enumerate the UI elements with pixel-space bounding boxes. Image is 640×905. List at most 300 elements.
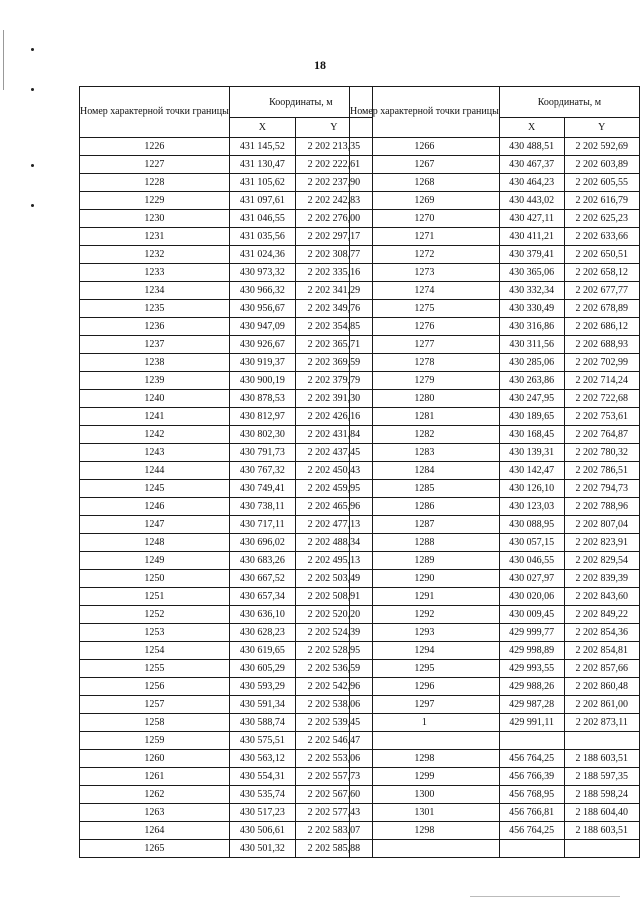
y-coordinate-cell: 2 202 860,48 — [564, 678, 639, 696]
x-coordinate-cell: 430 812,97 — [229, 408, 295, 426]
coordinates-table-right — [349, 86, 640, 858]
y-coordinate-cell: 2 202 702,99 — [564, 354, 639, 372]
x-coordinate-cell: 431 046,55 — [229, 210, 295, 228]
point-number-cell: 1236 — [80, 318, 230, 336]
table-row — [80, 480, 373, 498]
y-coordinate-cell: 2 202 391,30 — [295, 390, 372, 408]
x-coordinate-cell: 430 563,12 — [229, 750, 295, 768]
table-row — [80, 768, 373, 786]
x-coordinate-cell — [499, 840, 564, 858]
point-number-cell: 1232 — [80, 246, 230, 264]
point-number-cell: 1251 — [80, 588, 230, 606]
x-coordinate-cell: 429 991,11 — [499, 714, 564, 732]
y-coordinate-cell: 2 202 308,77 — [295, 246, 372, 264]
y-coordinate-cell: 2 202 477,13 — [295, 516, 372, 534]
table-row — [350, 372, 640, 390]
point-number-cell: 1233 — [80, 264, 230, 282]
point-number-cell: 1248 — [80, 534, 230, 552]
x-coordinate-cell: 431 024,36 — [229, 246, 295, 264]
table-row — [80, 318, 373, 336]
x-coordinate-cell: 430 247,95 — [499, 390, 564, 408]
x-coordinate-cell — [499, 732, 564, 750]
table-row — [350, 138, 640, 156]
point-number-cell: 1276 — [350, 318, 500, 336]
y-coordinate-cell: 2 202 379,79 — [295, 372, 372, 390]
point-number-cell: 1256 — [80, 678, 230, 696]
x-coordinate-cell: 430 443,02 — [499, 192, 564, 210]
point-number-cell: 1283 — [350, 444, 500, 462]
x-coordinate-cell: 430 427,11 — [499, 210, 564, 228]
point-number-cell: 1280 — [350, 390, 500, 408]
x-coordinate-cell: 430 332,34 — [499, 282, 564, 300]
y-coordinate-cell: 2 202 861,00 — [564, 696, 639, 714]
y-coordinate-cell: 2 202 829,54 — [564, 552, 639, 570]
y-coordinate-cell: 2 202 849,22 — [564, 606, 639, 624]
x-coordinate-cell: 430 802,30 — [229, 426, 295, 444]
y-coordinate-cell: 2 202 603,89 — [564, 156, 639, 174]
x-coordinate-cell: 429 998,89 — [499, 642, 564, 660]
x-coordinate-cell: 430 057,15 — [499, 534, 564, 552]
y-coordinate-cell: 2 202 753,61 — [564, 408, 639, 426]
point-number-cell: 1262 — [80, 786, 230, 804]
header-y: Y — [564, 118, 639, 138]
y-coordinate-cell: 2 202 650,51 — [564, 246, 639, 264]
y-coordinate-cell: 2 202 843,60 — [564, 588, 639, 606]
x-coordinate-cell: 430 554,31 — [229, 768, 295, 786]
point-number-cell: 1296 — [350, 678, 500, 696]
y-coordinate-cell: 2 202 488,34 — [295, 534, 372, 552]
y-coordinate-cell — [564, 732, 639, 750]
point-number-cell: 1272 — [350, 246, 500, 264]
point-number-cell: 1250 — [80, 570, 230, 588]
x-coordinate-cell: 429 999,77 — [499, 624, 564, 642]
table-row — [80, 138, 373, 156]
table-row — [80, 210, 373, 228]
table-row — [80, 426, 373, 444]
point-number-cell: 1286 — [350, 498, 500, 516]
point-number-cell: 1257 — [80, 696, 230, 714]
x-coordinate-cell: 431 097,61 — [229, 192, 295, 210]
point-number-cell: 1 — [350, 714, 500, 732]
y-coordinate-cell: 2 202 688,93 — [564, 336, 639, 354]
table-row — [350, 462, 640, 480]
x-coordinate-cell: 431 105,62 — [229, 174, 295, 192]
point-number-cell — [350, 732, 500, 750]
point-number-cell: 1253 — [80, 624, 230, 642]
x-coordinate-cell: 430 657,34 — [229, 588, 295, 606]
point-number-cell: 1239 — [80, 372, 230, 390]
table-row — [80, 804, 373, 822]
table-row — [80, 264, 373, 282]
y-coordinate-cell: 2 202 369,59 — [295, 354, 372, 372]
x-coordinate-cell: 456 766,81 — [499, 804, 564, 822]
point-number-cell: 1293 — [350, 624, 500, 642]
point-number-cell: 1294 — [350, 642, 500, 660]
header-x: X — [229, 118, 295, 138]
y-coordinate-cell: 2 202 536,59 — [295, 660, 372, 678]
x-coordinate-cell: 430 365,06 — [499, 264, 564, 282]
table-row — [350, 678, 640, 696]
table-row — [350, 822, 640, 840]
x-coordinate-cell: 430 142,47 — [499, 462, 564, 480]
y-coordinate-cell: 2 202 222,61 — [295, 156, 372, 174]
x-coordinate-cell: 430 947,09 — [229, 318, 295, 336]
point-number-cell: 1277 — [350, 336, 500, 354]
y-coordinate-cell: 2 202 335,16 — [295, 264, 372, 282]
x-coordinate-cell: 430 168,45 — [499, 426, 564, 444]
point-number-cell: 1247 — [80, 516, 230, 534]
point-number-cell: 1260 — [80, 750, 230, 768]
x-coordinate-cell: 430 027,97 — [499, 570, 564, 588]
y-coordinate-cell: 2 202 431,84 — [295, 426, 372, 444]
point-number-cell: 1230 — [80, 210, 230, 228]
x-coordinate-cell: 430 900,19 — [229, 372, 295, 390]
table-row — [80, 732, 373, 750]
table-row — [80, 156, 373, 174]
y-coordinate-cell: 2 202 520,20 — [295, 606, 372, 624]
table-row — [350, 516, 640, 534]
table-row — [80, 516, 373, 534]
y-coordinate-cell: 2 188 603,51 — [564, 822, 639, 840]
x-coordinate-cell: 430 285,06 — [499, 354, 564, 372]
y-coordinate-cell: 2 202 553,06 — [295, 750, 372, 768]
scan-dot — [31, 88, 34, 91]
point-number-cell: 1241 — [80, 408, 230, 426]
scan-edge-line — [470, 896, 620, 897]
table-row — [350, 300, 640, 318]
scan-dot — [31, 164, 34, 167]
point-number-cell: 1261 — [80, 768, 230, 786]
table-row — [350, 768, 640, 786]
y-coordinate-cell: 2 202 714,24 — [564, 372, 639, 390]
point-number-cell: 1269 — [350, 192, 500, 210]
table-row — [350, 444, 640, 462]
x-coordinate-cell: 430 636,10 — [229, 606, 295, 624]
table-row — [350, 840, 640, 858]
table-row — [80, 498, 373, 516]
x-coordinate-cell: 430 591,34 — [229, 696, 295, 714]
header-coordinates: Координаты, м — [499, 87, 639, 118]
table-row — [350, 642, 640, 660]
point-number-cell: 1243 — [80, 444, 230, 462]
table-row — [350, 354, 640, 372]
y-coordinate-cell: 2 188 603,51 — [564, 750, 639, 768]
x-coordinate-cell: 430 020,06 — [499, 588, 564, 606]
point-number-cell: 1252 — [80, 606, 230, 624]
x-coordinate-cell: 430 696,02 — [229, 534, 295, 552]
y-coordinate-cell: 2 202 539,45 — [295, 714, 372, 732]
x-coordinate-cell: 430 593,29 — [229, 678, 295, 696]
table-row — [350, 408, 640, 426]
x-coordinate-cell: 430 046,55 — [499, 552, 564, 570]
y-coordinate-cell: 2 202 605,55 — [564, 174, 639, 192]
x-coordinate-cell: 429 987,28 — [499, 696, 564, 714]
x-coordinate-cell: 456 764,25 — [499, 822, 564, 840]
y-coordinate-cell: 2 202 658,12 — [564, 264, 639, 282]
point-number-cell: 1291 — [350, 588, 500, 606]
y-coordinate-cell: 2 202 495,13 — [295, 552, 372, 570]
table-row — [350, 606, 640, 624]
point-number-cell: 1245 — [80, 480, 230, 498]
y-coordinate-cell: 2 202 557,73 — [295, 768, 372, 786]
x-coordinate-cell: 430 123,03 — [499, 498, 564, 516]
page-number: 18 — [314, 58, 326, 72]
y-coordinate-cell: 2 202 465,96 — [295, 498, 372, 516]
table-row — [80, 192, 373, 210]
point-number-cell: 1264 — [80, 822, 230, 840]
x-coordinate-cell: 430 535,74 — [229, 786, 295, 804]
y-coordinate-cell: 2 202 508,91 — [295, 588, 372, 606]
point-number-cell: 1273 — [350, 264, 500, 282]
y-coordinate-cell: 2 202 823,91 — [564, 534, 639, 552]
y-coordinate-cell: 2 202 546,47 — [295, 732, 372, 750]
x-coordinate-cell: 430 464,23 — [499, 174, 564, 192]
x-coordinate-cell: 430 966,32 — [229, 282, 295, 300]
point-number-cell: 1238 — [80, 354, 230, 372]
point-number-cell: 1237 — [80, 336, 230, 354]
point-number-cell: 1266 — [350, 138, 500, 156]
coordinates-table-left — [79, 86, 373, 858]
x-coordinate-cell: 431 145,52 — [229, 138, 295, 156]
y-coordinate-cell: 2 202 592,69 — [564, 138, 639, 156]
table-row — [80, 678, 373, 696]
x-coordinate-cell: 430 311,56 — [499, 336, 564, 354]
table-row — [80, 642, 373, 660]
y-coordinate-cell: 2 202 839,39 — [564, 570, 639, 588]
table-row — [80, 696, 373, 714]
table-row — [350, 588, 640, 606]
point-number-cell: 1246 — [80, 498, 230, 516]
y-coordinate-cell: 2 202 788,96 — [564, 498, 639, 516]
y-coordinate-cell: 2 202 786,51 — [564, 462, 639, 480]
table-row — [80, 786, 373, 804]
table-row — [80, 336, 373, 354]
table-row — [80, 246, 373, 264]
point-number-cell: 1300 — [350, 786, 500, 804]
y-coordinate-cell: 2 202 764,87 — [564, 426, 639, 444]
point-number-cell: 1298 — [350, 750, 500, 768]
y-coordinate-cell: 2 202 854,81 — [564, 642, 639, 660]
table-row — [80, 462, 373, 480]
point-number-cell: 1240 — [80, 390, 230, 408]
y-coordinate-cell: 2 202 213,35 — [295, 138, 372, 156]
y-coordinate-cell: 2 202 567,60 — [295, 786, 372, 804]
header-y: Y — [295, 118, 372, 138]
table-row — [80, 552, 373, 570]
point-number-cell: 1299 — [350, 768, 500, 786]
point-number-cell: 1228 — [80, 174, 230, 192]
y-coordinate-cell: 2 202 857,66 — [564, 660, 639, 678]
table-row — [350, 552, 640, 570]
point-number-cell: 1282 — [350, 426, 500, 444]
table-row — [350, 624, 640, 642]
table-row — [350, 480, 640, 498]
point-number-cell: 1281 — [350, 408, 500, 426]
table-row — [80, 282, 373, 300]
point-number-cell: 1285 — [350, 480, 500, 498]
table-row — [350, 534, 640, 552]
table-row — [80, 660, 373, 678]
table-row — [350, 390, 640, 408]
y-coordinate-cell: 2 202 807,04 — [564, 516, 639, 534]
point-number-cell: 1267 — [350, 156, 500, 174]
point-number-cell: 1284 — [350, 462, 500, 480]
point-number-cell: 1258 — [80, 714, 230, 732]
table-row — [80, 174, 373, 192]
x-coordinate-cell: 430 878,53 — [229, 390, 295, 408]
table-row — [80, 408, 373, 426]
y-coordinate-cell: 2 202 677,77 — [564, 282, 639, 300]
x-coordinate-cell: 429 993,55 — [499, 660, 564, 678]
scan-dot — [31, 204, 34, 207]
y-coordinate-cell: 2 202 577,43 — [295, 804, 372, 822]
header-point-number: Номер характерной точки границы — [350, 87, 500, 138]
point-number-cell: 1292 — [350, 606, 500, 624]
y-coordinate-cell: 2 202 854,36 — [564, 624, 639, 642]
x-coordinate-cell: 430 467,37 — [499, 156, 564, 174]
y-coordinate-cell: 2 202 524,39 — [295, 624, 372, 642]
x-coordinate-cell: 430 126,10 — [499, 480, 564, 498]
table-row — [80, 624, 373, 642]
x-coordinate-cell: 430 189,65 — [499, 408, 564, 426]
x-coordinate-cell: 430 506,61 — [229, 822, 295, 840]
y-coordinate-cell: 2 202 450,43 — [295, 462, 372, 480]
x-coordinate-cell: 430 330,49 — [499, 300, 564, 318]
table-row — [80, 534, 373, 552]
point-number-cell — [350, 840, 500, 858]
table-row — [80, 840, 373, 858]
point-number-cell: 1275 — [350, 300, 500, 318]
point-number-cell: 1249 — [80, 552, 230, 570]
point-number-cell: 1288 — [350, 534, 500, 552]
x-coordinate-cell: 430 926,67 — [229, 336, 295, 354]
y-coordinate-cell: 2 202 365,71 — [295, 336, 372, 354]
point-number-cell: 1297 — [350, 696, 500, 714]
point-number-cell: 1231 — [80, 228, 230, 246]
point-number-cell: 1295 — [350, 660, 500, 678]
table-row — [80, 570, 373, 588]
table-row — [350, 750, 640, 768]
x-coordinate-cell: 430 791,73 — [229, 444, 295, 462]
x-coordinate-cell: 430 749,41 — [229, 480, 295, 498]
table-row — [80, 822, 373, 840]
table-row — [80, 390, 373, 408]
x-coordinate-cell: 430 973,32 — [229, 264, 295, 282]
table-row — [350, 804, 640, 822]
table-row — [350, 156, 640, 174]
y-coordinate-cell: 2 202 780,32 — [564, 444, 639, 462]
point-number-cell: 1263 — [80, 804, 230, 822]
x-coordinate-cell: 430 501,32 — [229, 840, 295, 858]
x-coordinate-cell: 430 575,51 — [229, 732, 295, 750]
header-coordinates: Координаты, м — [229, 87, 372, 118]
x-coordinate-cell: 431 035,56 — [229, 228, 295, 246]
table-row — [350, 192, 640, 210]
point-number-cell: 1268 — [350, 174, 500, 192]
y-coordinate-cell: 2 202 437,45 — [295, 444, 372, 462]
table-row — [350, 210, 640, 228]
x-coordinate-cell: 430 379,41 — [499, 246, 564, 264]
y-coordinate-cell: 2 202 542,96 — [295, 678, 372, 696]
table-row — [80, 372, 373, 390]
point-number-cell: 1242 — [80, 426, 230, 444]
x-coordinate-cell: 430 605,29 — [229, 660, 295, 678]
x-coordinate-cell: 430 628,23 — [229, 624, 295, 642]
table-row — [80, 606, 373, 624]
x-coordinate-cell: 430 411,21 — [499, 228, 564, 246]
table-row — [80, 354, 373, 372]
table-row — [350, 696, 640, 714]
table-row — [350, 570, 640, 588]
x-coordinate-cell: 430 588,74 — [229, 714, 295, 732]
point-number-cell: 1265 — [80, 840, 230, 858]
table-row — [350, 660, 640, 678]
table-row — [80, 714, 373, 732]
point-number-cell: 1259 — [80, 732, 230, 750]
point-number-cell: 1255 — [80, 660, 230, 678]
x-coordinate-cell: 430 738,11 — [229, 498, 295, 516]
table-row — [350, 426, 640, 444]
x-coordinate-cell: 430 009,45 — [499, 606, 564, 624]
point-number-cell: 1235 — [80, 300, 230, 318]
table-row — [80, 228, 373, 246]
table-row — [350, 318, 640, 336]
point-number-cell: 1226 — [80, 138, 230, 156]
y-coordinate-cell: 2 202 585,88 — [295, 840, 372, 858]
x-coordinate-cell: 430 139,31 — [499, 444, 564, 462]
y-coordinate-cell: 2 202 625,23 — [564, 210, 639, 228]
table-row — [350, 786, 640, 804]
x-coordinate-cell: 456 766,39 — [499, 768, 564, 786]
y-coordinate-cell: 2 202 242,83 — [295, 192, 372, 210]
point-number-cell: 1287 — [350, 516, 500, 534]
table-row — [350, 336, 640, 354]
table-row — [350, 264, 640, 282]
x-coordinate-cell: 456 764,25 — [499, 750, 564, 768]
point-number-cell: 1290 — [350, 570, 500, 588]
table-row — [350, 174, 640, 192]
y-coordinate-cell: 2 202 459,95 — [295, 480, 372, 498]
x-coordinate-cell: 431 130,47 — [229, 156, 295, 174]
header-point-number: Номер характерной точки границы — [80, 87, 230, 138]
y-coordinate-cell: 2 202 297,17 — [295, 228, 372, 246]
y-coordinate-cell: 2 188 604,40 — [564, 804, 639, 822]
table-row — [350, 732, 640, 750]
x-coordinate-cell: 430 956,67 — [229, 300, 295, 318]
y-coordinate-cell: 2 202 503,49 — [295, 570, 372, 588]
y-coordinate-cell: 2 202 794,73 — [564, 480, 639, 498]
x-coordinate-cell: 430 767,32 — [229, 462, 295, 480]
point-number-cell: 1234 — [80, 282, 230, 300]
point-number-cell: 1278 — [350, 354, 500, 372]
table-row — [350, 228, 640, 246]
y-coordinate-cell: 2 202 616,79 — [564, 192, 639, 210]
x-coordinate-cell: 430 517,23 — [229, 804, 295, 822]
y-coordinate-cell: 2 188 597,35 — [564, 768, 639, 786]
point-number-cell: 1244 — [80, 462, 230, 480]
y-coordinate-cell: 2 202 528,95 — [295, 642, 372, 660]
y-coordinate-cell: 2 202 678,89 — [564, 300, 639, 318]
scan-dot — [31, 48, 34, 51]
point-number-cell: 1298 — [350, 822, 500, 840]
point-number-cell: 1270 — [350, 210, 500, 228]
header-x: X — [499, 118, 564, 138]
table-row — [80, 750, 373, 768]
y-coordinate-cell: 2 202 538,06 — [295, 696, 372, 714]
point-number-cell: 1289 — [350, 552, 500, 570]
x-coordinate-cell: 430 488,51 — [499, 138, 564, 156]
y-coordinate-cell: 2 202 426,16 — [295, 408, 372, 426]
